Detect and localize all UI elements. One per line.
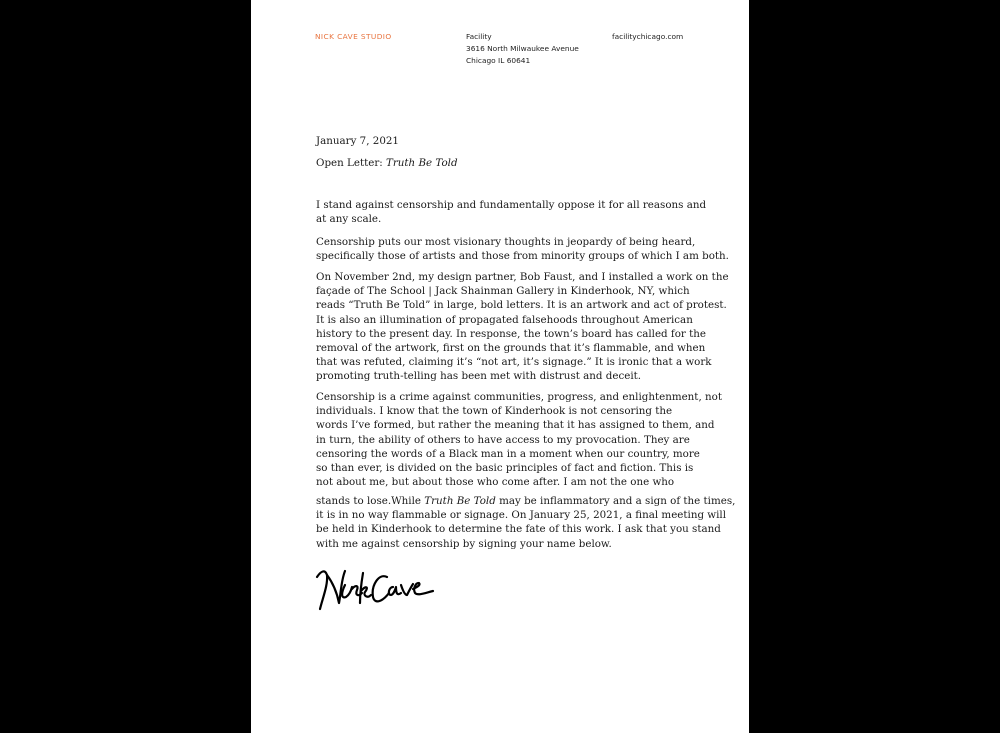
text-line <box>316 494 735 508</box>
text-line: façade of The School | Jack Shainman Gallery in Kinderhook, NY, which <box>316 285 690 298</box>
text-line: so than ever, is divided on the basic principles of fact and fiction. This is <box>316 462 694 475</box>
letter-subject <box>316 156 458 170</box>
text-line: be held in Kinderhook to determine the fate of this work. I ask that you stand <box>316 523 721 536</box>
text-fragment: stands to lose.While <box>316 495 425 507</box>
paragraph-3 <box>316 270 729 384</box>
text-line: It is also an illumination of propagated falsehoods throughout American <box>316 313 693 326</box>
text-line: it is in no way flammable or signage. On January 25, 2021, a final meeting will <box>316 509 727 522</box>
text-line: history to the present day. In response, the town’s board has called for the <box>316 327 706 340</box>
signature <box>311 563 437 621</box>
paragraph-1 <box>316 198 706 226</box>
text-line: specifically those of artists and those from minority groups of which I am both. <box>316 250 729 263</box>
subject-prefix: Open Letter: <box>316 157 386 169</box>
text-line: removal of the artwork, first on the grounds that it’s flammable, and when <box>316 342 706 355</box>
address-line: Chicago IL 60641 <box>466 56 531 65</box>
text-line: I stand against censorship and fundamentally oppose it for all reasons and <box>316 199 707 211</box>
text-line: Censorship puts our most visionary thoughts in jeopardy of being heard, <box>316 236 696 248</box>
website-link[interactable]: facilitychicago.com <box>612 32 684 41</box>
text-line: individuals. I know that the town of Kinderhook is not censoring the <box>316 405 673 418</box>
paragraph-2 <box>316 235 729 263</box>
text-line: not about me, but about those who come after. I am not the one who <box>316 476 675 489</box>
address-line: 3616 North Milwaukee Avenue <box>466 44 579 53</box>
facility-address <box>466 31 579 67</box>
paragraph-5 <box>316 494 735 551</box>
inline-title: Truth Be Told <box>424 495 496 507</box>
address-line: Facility <box>466 32 492 41</box>
text-line: at any scale. <box>316 213 382 226</box>
text-line: promoting truth-telling has been met with distrust and deceit. <box>316 370 642 383</box>
text-line: Censorship is a crime against communities, progress, and enlightenment, not <box>316 391 722 403</box>
subject-title: Truth Be Told <box>386 157 458 169</box>
studio-name: NICK CAVE STUDIO <box>315 32 392 41</box>
text-line: in turn, the ability of others to have access to my provocation. They are <box>316 433 690 446</box>
letter-page <box>251 0 749 733</box>
text-line: words I’ve formed, but rather the meaning that it has assigned to them, and <box>316 419 715 432</box>
text-line: censoring the words of a Black man in a moment when our country, more <box>316 447 700 460</box>
text-line: On November 2nd, my design partner, Bob Faust, and I installed a work on the <box>316 271 729 283</box>
paragraph-4 <box>316 390 722 489</box>
letter-date: January 7, 2021 <box>316 135 399 147</box>
text-line: with me against censorship by signing your name below. <box>316 537 612 550</box>
text-line: that was refuted, claiming it’s “not art, it’s signage.” It is ironic that a work <box>316 356 712 369</box>
text-line: reads “Truth Be Told” in large, bold letters. It is an artwork and act of protest. <box>316 299 727 312</box>
text-fragment: may be inflammatory and a sign of the times, <box>495 495 736 507</box>
